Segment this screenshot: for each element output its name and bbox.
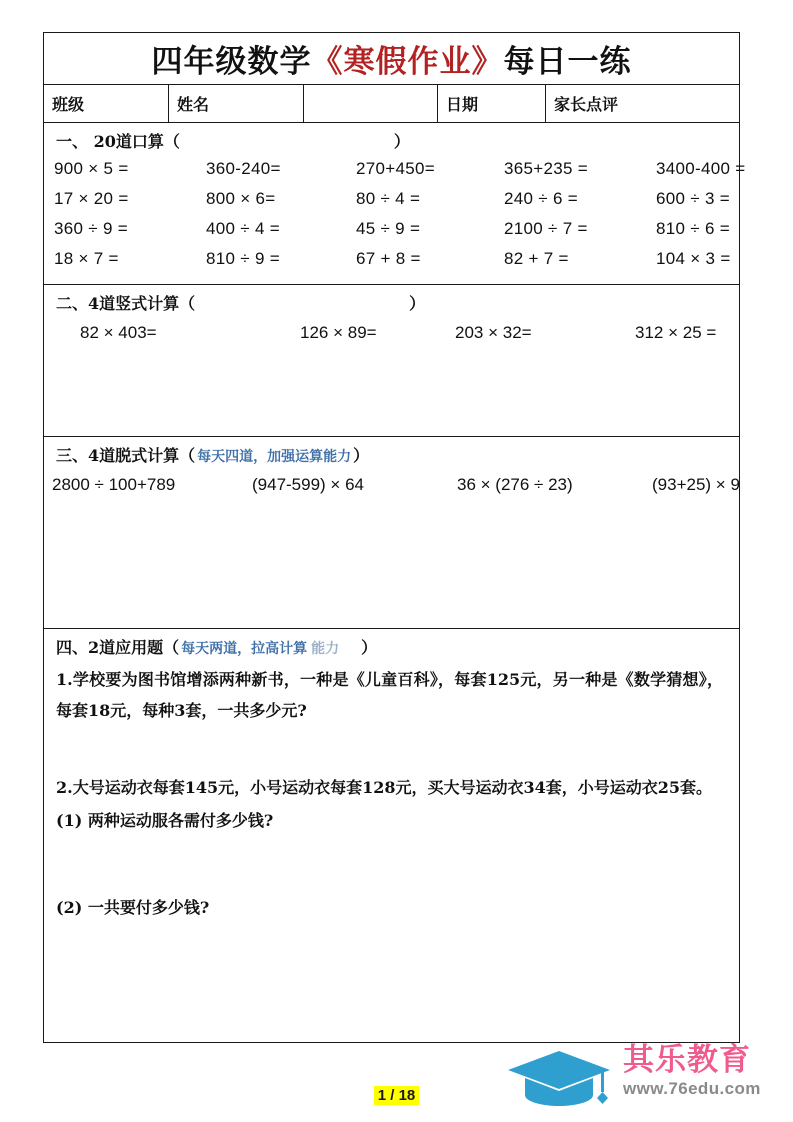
oral-problem: 67 + 8 = <box>356 249 421 268</box>
oral-problem: 82 + 7 = <box>504 249 569 268</box>
oral-problem: 360 ÷ 9 = <box>54 219 128 238</box>
section-four-heading <box>44 635 739 658</box>
section-one-title: 一、 20道口算（ <box>56 132 180 151</box>
section-four-hint: 每天两道，拉高计算 <box>181 641 308 657</box>
vertical-problem: 82 × 403= <box>80 323 157 342</box>
section-one-heading <box>44 129 739 152</box>
section-one-paren-close: ） <box>393 132 410 151</box>
vertical-problem: 203 × 32= <box>455 323 532 342</box>
oral-problem: 365+235 = <box>504 159 589 178</box>
brand-logo <box>505 1040 790 1118</box>
oral-problem: 800 × 6= <box>206 189 276 208</box>
oral-problem: 3400-400 = <box>656 159 746 178</box>
expression-problem: (947-599) × 64 <box>252 475 364 494</box>
section-three-paren-close: ） <box>353 446 370 465</box>
student-info-row <box>44 85 739 123</box>
vertical-problem: 312 × 25 = <box>635 323 717 342</box>
oral-problem: 2100 ÷ 7 = <box>504 219 588 238</box>
section-two-paren-close: ） <box>409 294 426 313</box>
oral-problem: 17 × 20 = <box>54 189 129 208</box>
title-suffix: 每日一练 <box>503 44 632 80</box>
oral-problem: 810 ÷ 6 = <box>656 219 730 238</box>
section-expression-calculation <box>44 437 739 629</box>
page-number-value: 1 / 18 <box>374 1086 420 1105</box>
word-problem-1: 1.学校要为图书馆增添两种新书，一种是《儿童百科》，每套125元，另一种是《数学猜想》，每套18元，每种3套，一共多少元? <box>56 670 723 720</box>
oral-problem: 810 ÷ 9 = <box>206 249 280 268</box>
field-blank[interactable] <box>304 85 438 122</box>
title-prefix: 四年级数学 <box>151 44 312 80</box>
oral-problem: 18 × 7 = <box>54 249 119 268</box>
oral-problem: 240 ÷ 6 = <box>504 189 578 208</box>
oral-problem: 80 ÷ 4 = <box>356 189 421 208</box>
word-problem-2: 2.大号运动衣每套145元，小号运动衣每套128元，买大号运动衣34套，小号运动衣25套。 <box>56 778 713 797</box>
oral-problem: 45 ÷ 9 = <box>356 219 421 238</box>
section-four-hint-faded: 能力 <box>311 641 340 657</box>
section-four-paren-close: ） <box>361 638 378 657</box>
brand-text-block <box>623 1042 793 1100</box>
oral-problem: 400 ÷ 4 = <box>206 219 280 238</box>
worksheet-title-row <box>44 33 739 85</box>
word-problem-2-sub-2: (2) 一共要付多少钱? <box>56 898 210 917</box>
section-three-hint: 每天四道，加强运算能力 <box>197 449 352 465</box>
field-parent-comment[interactable]: 家长点评 <box>554 95 619 114</box>
graduation-cap-icon <box>505 1048 613 1108</box>
expression-problem: 2800 ÷ 100+789 <box>52 475 176 494</box>
page-title <box>152 36 632 81</box>
expression-problem: 36 × (276 ÷ 23) <box>457 475 573 494</box>
oral-problem: 104 × 3 = <box>656 249 731 268</box>
brand-url: www.76edu.com <box>623 1079 761 1098</box>
section-four-title: 四、2道应用题（ <box>56 638 180 657</box>
section-vertical-calculation <box>44 285 739 437</box>
expression-problem: (93+25) × 9 <box>652 475 740 494</box>
field-date[interactable]: 日期 <box>438 85 546 122</box>
section-two-heading <box>44 291 739 314</box>
section-oral-calculation <box>44 123 746 285</box>
section-word-problems <box>44 629 739 1042</box>
oral-problem-grid <box>44 154 746 278</box>
field-class[interactable]: 班级 <box>44 85 169 122</box>
oral-problem: 900 × 5 = <box>54 159 129 178</box>
brand-name: 其乐教育 <box>623 1042 751 1078</box>
section-three-heading <box>44 443 739 466</box>
field-name[interactable]: 姓名 <box>169 85 304 122</box>
section-two-title: 二、4道竖式计算（ <box>56 294 196 313</box>
oral-problem: 270+450= <box>356 159 435 178</box>
word-problem-2-sub-1: (1) 两种运动服各需付多少钱? <box>56 811 274 830</box>
title-highlight: 《寒假作业》 <box>311 44 504 80</box>
oral-problem: 600 ÷ 3 = <box>656 189 730 208</box>
worksheet-page <box>43 32 746 1043</box>
vertical-problem: 126 × 89= <box>300 323 377 342</box>
expression-problem-row <box>44 468 739 498</box>
oral-problem: 360-240= <box>206 159 281 178</box>
section-three-title: 三、4道脱式计算（ <box>56 446 196 465</box>
vertical-problem-row <box>44 316 739 346</box>
